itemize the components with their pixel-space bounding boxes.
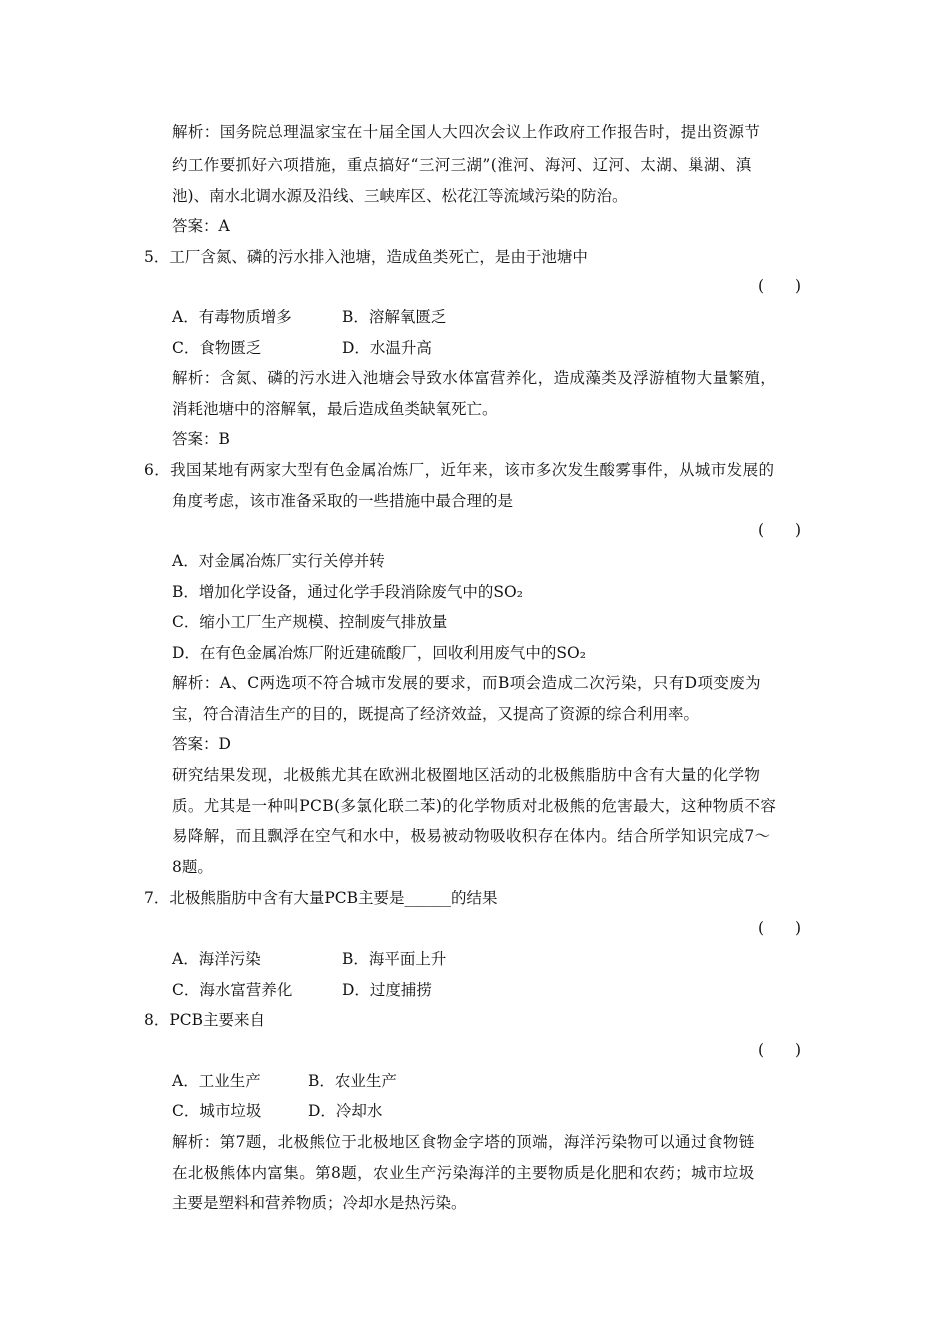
q5-answer-blank: ( ) bbox=[758, 277, 802, 295]
q7-option-b: B．海平面上升 bbox=[342, 950, 447, 968]
q6-stem-line-2: 角度考虑，该市准备采取的一些措施中最合理的是 bbox=[172, 492, 514, 510]
q5-answer: 答案：B bbox=[172, 430, 230, 448]
q8-option-b: B．农业生产 bbox=[308, 1072, 397, 1090]
q7-stem: 7．北极熊脂肪中含有大量PCB主要是______的结果 bbox=[144, 889, 498, 907]
q8-analysis-line-2: 在北极熊体内富集。第8题，农业生产污染海洋的主要物质是化肥和农药；城市垃圾 bbox=[172, 1164, 755, 1182]
q5-option-b: B．溶解氧匮乏 bbox=[342, 308, 447, 326]
q8-option-d: D．冷却水 bbox=[308, 1102, 383, 1120]
passage-line-3: 易降解，而且飘浮在空气和水中，极易被动物吸收积存在体内。结合所学知识完成7～ bbox=[172, 827, 771, 845]
q7-option-a: A．海洋污染 bbox=[172, 950, 261, 968]
q4-analysis-line-3: 池)、南水北调水源及沿线、三峡库区、松花江等流域污染的防治。 bbox=[172, 187, 628, 205]
q6-option-d: D．在有色金属冶炼厂附近建硫酸厂，回收利用废气中的SO₂ bbox=[172, 644, 586, 662]
q6-stem-line-1: 6．我国某地有两家大型有色金属冶炼厂，近年来，该市多次发生酸雾事件，从城市发展的 bbox=[144, 461, 775, 479]
q6-answer: 答案：D bbox=[172, 735, 231, 753]
q8-answer-blank: ( ) bbox=[758, 1041, 802, 1059]
passage-line-1: 研究结果发现，北极熊尤其在欧洲北极圈地区活动的北极熊脂肪中含有大量的化学物 bbox=[172, 766, 761, 784]
q5-option-a: A．有毒物质增多 bbox=[172, 308, 292, 326]
q5-option-d: D．水温升高 bbox=[342, 339, 432, 357]
q6-option-c: C．缩小工厂生产规模、控制废气排放量 bbox=[172, 613, 448, 631]
q4-answer: 答案：A bbox=[172, 217, 230, 235]
q8-stem: 8．PCB主要来自 bbox=[144, 1011, 266, 1029]
q7-answer-blank: ( ) bbox=[758, 919, 802, 937]
q6-option-a: A．对金属冶炼厂实行关停并转 bbox=[172, 552, 385, 570]
q8-option-c: C．城市垃圾 bbox=[172, 1102, 262, 1120]
q5-option-c: C．食物匮乏 bbox=[172, 339, 262, 357]
q7-option-c: C．海水富营养化 bbox=[172, 981, 293, 999]
q5-analysis-line-1: 解析：含氮、磷的污水进入池塘会导致水体富营养化，造成藻类及浮游植物大量繁殖， bbox=[172, 369, 777, 387]
q8-option-a: A．工业生产 bbox=[172, 1072, 261, 1090]
q8-analysis-line-1: 解析：第7题，北极熊位于北极地区食物金字塔的顶端，海洋污染物可以通过食物链 bbox=[172, 1133, 755, 1151]
q5-analysis-line-2: 消耗池塘中的溶解氧，最后造成鱼类缺氧死亡。 bbox=[172, 400, 498, 418]
q6-answer-blank: ( ) bbox=[758, 521, 802, 539]
passage-line-4: 8题。 bbox=[172, 858, 213, 876]
q8-analysis-line-3: 主要是塑料和营养物质；冷却水是热污染。 bbox=[172, 1194, 467, 1212]
q7-option-d: D．过度捕捞 bbox=[342, 981, 432, 999]
q6-option-b: B．增加化学设备，通过化学手段消除废气中的SO₂ bbox=[172, 583, 523, 601]
q5-stem: 5．工厂含氮、磷的污水排入池塘，造成鱼类死亡，是由于池塘中 bbox=[144, 248, 588, 266]
q4-analysis-line-1: 解析：国务院总理温家宝在十届全国人大四次会议上作政府工作报告时，提出资源节 bbox=[172, 123, 761, 141]
q4-analysis-line-2: 约工作要抓好六项措施，重点搞好“三河三湖”(淮河、海河、辽河、太湖、巢湖、滇 bbox=[172, 156, 752, 174]
q6-analysis-line-1: 解析：A、C两选项不符合城市发展的要求，而B项会造成二次污染，只有D项变废为 bbox=[172, 674, 762, 692]
passage-line-2: 质。尤其是一种叫PCB(多氯化联二苯)的化学物质对北极熊的危害最大，这种物质不容 bbox=[172, 797, 777, 815]
q6-analysis-line-2: 宝，符合清洁生产的目的，既提高了经济效益，又提高了资源的综合利用率。 bbox=[172, 705, 700, 723]
